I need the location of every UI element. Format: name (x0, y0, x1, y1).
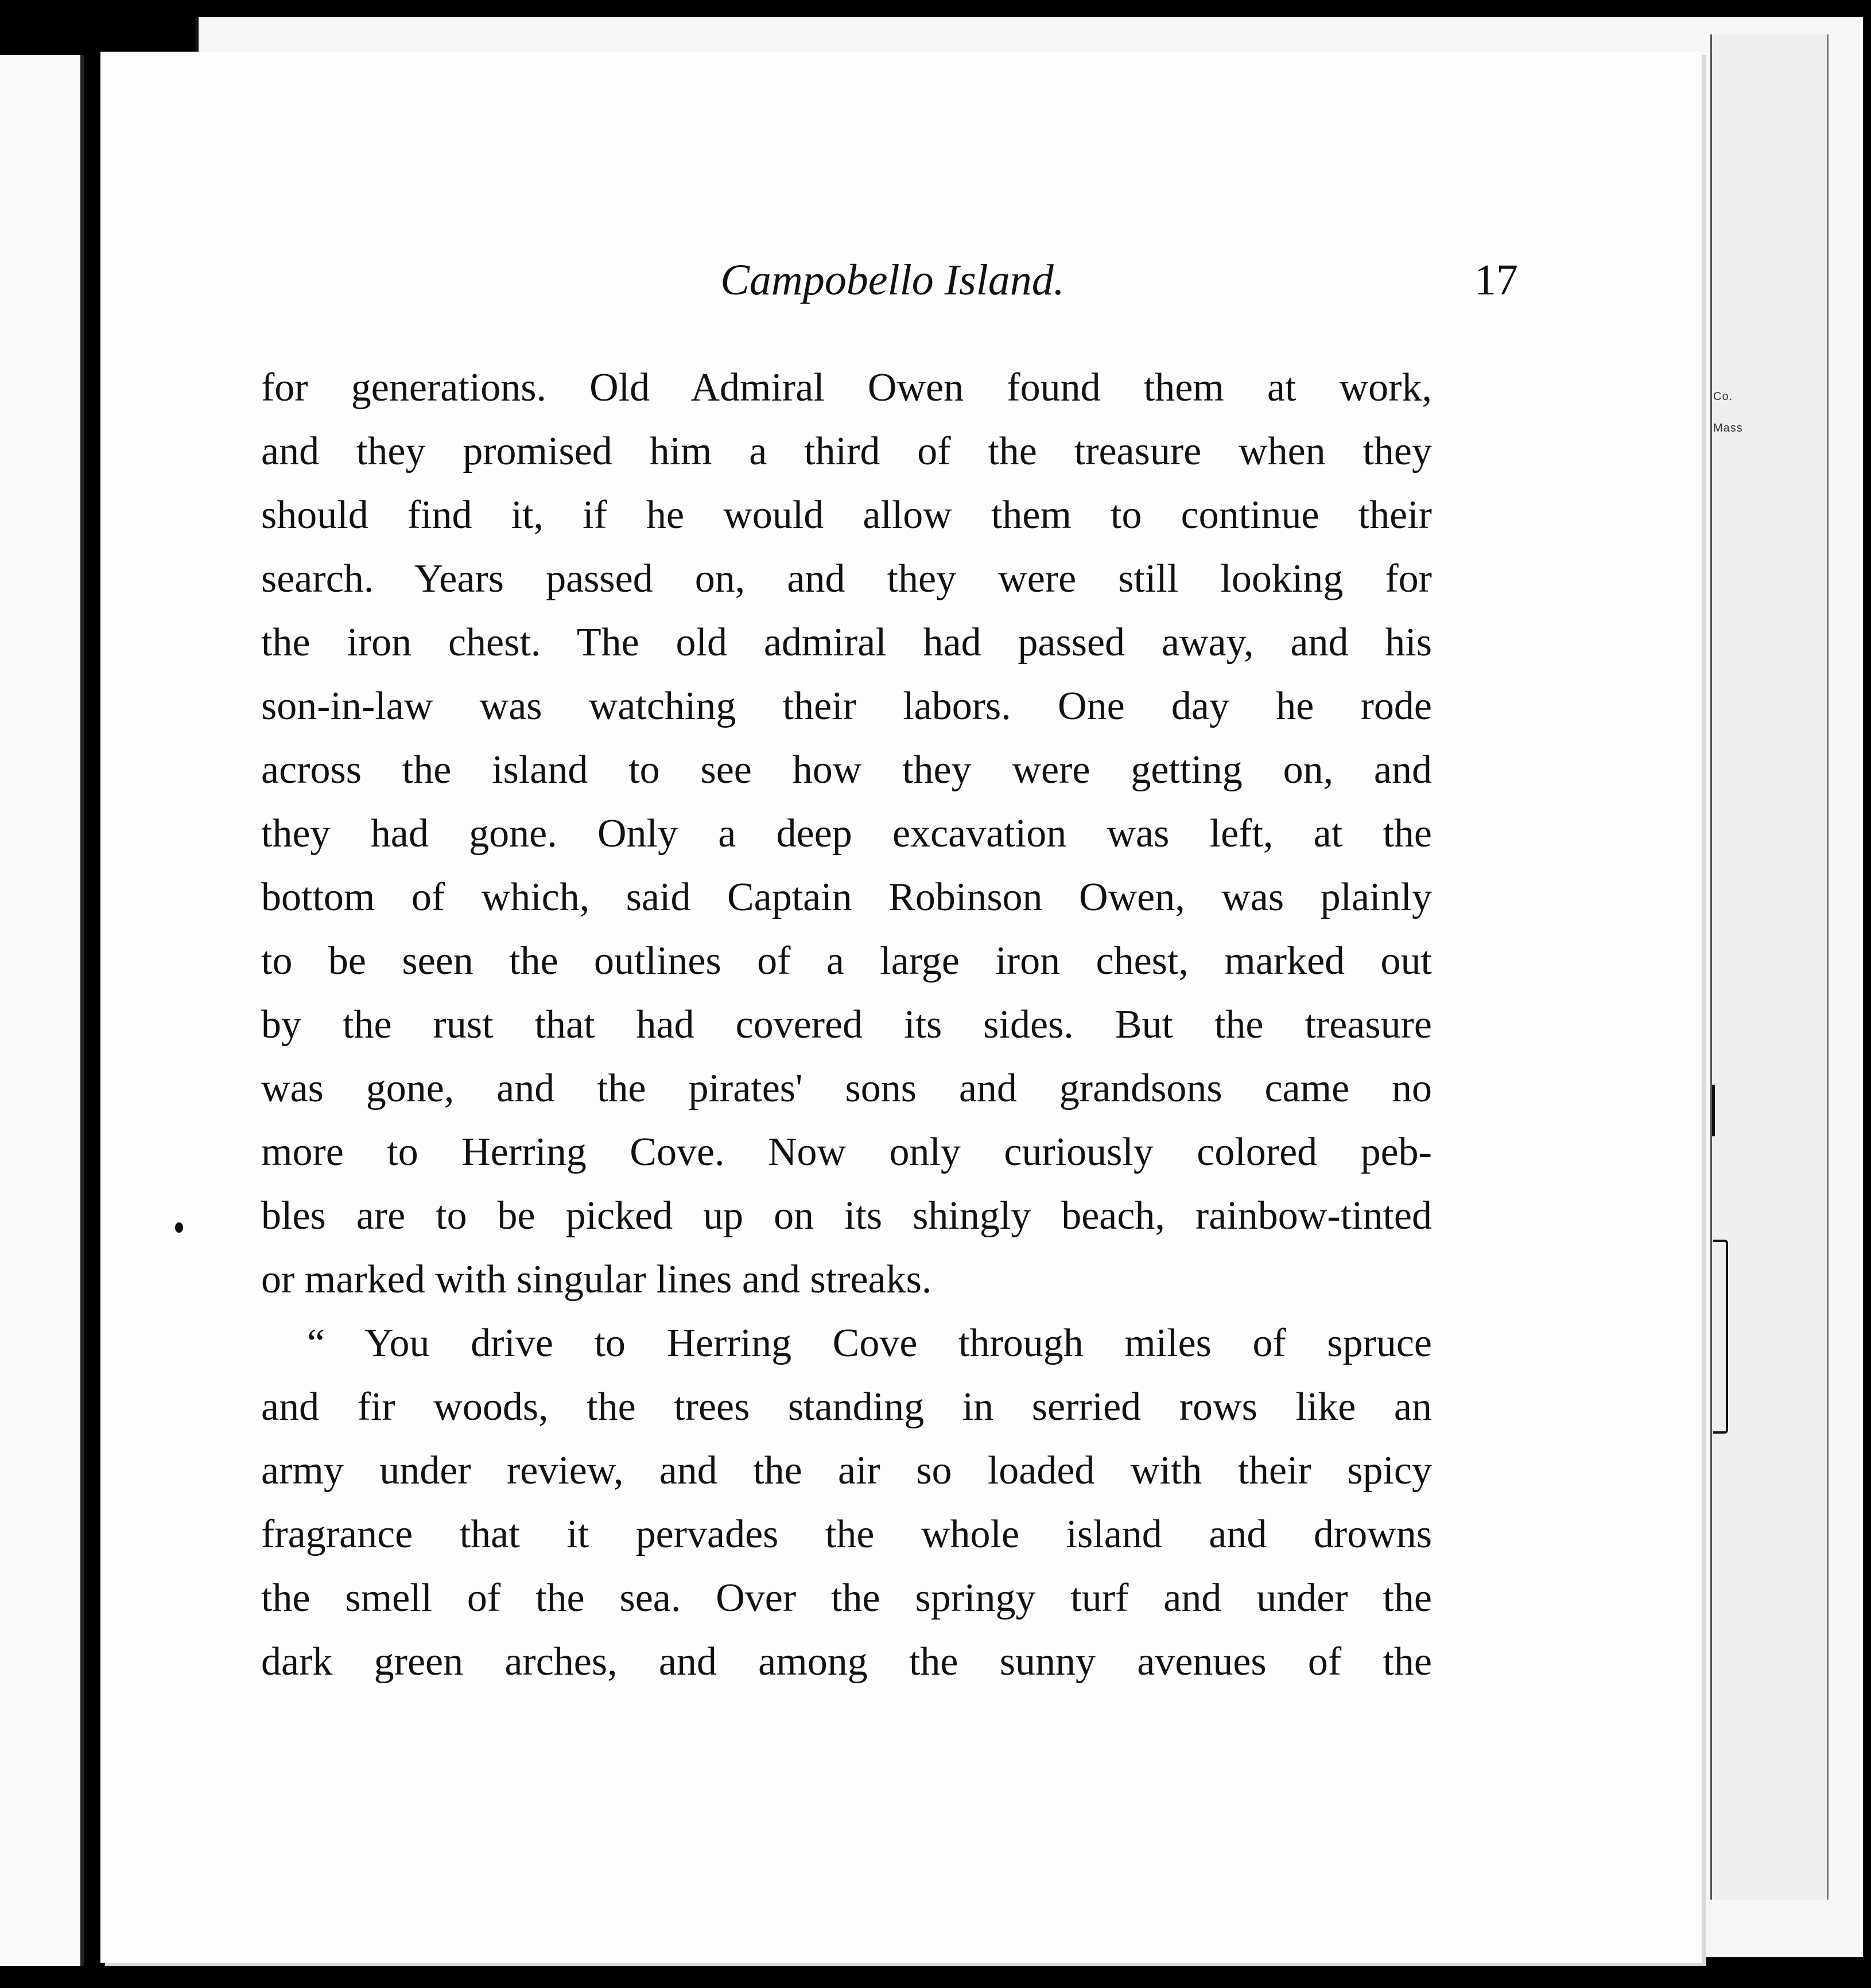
text-line: was gone, and the pirates' sons and grandsons came no (261, 1066, 1432, 1111)
text-line: by the rust that had covered its sides. But the treasure (261, 1003, 1432, 1047)
page-stack-edge (1710, 34, 1829, 1900)
edge-label-1: Co. (1713, 390, 1733, 403)
edge-label-2: Mass (1713, 422, 1743, 434)
left-facing-page-edge (0, 55, 84, 1966)
text-line: the iron chest. The old admiral had passed away, and his (261, 620, 1432, 665)
text-line: more to Herring Cove. Now only curiously colored peb- (261, 1130, 1432, 1174)
text-line: army under review, and the air so loaded with their spicy (261, 1449, 1432, 1493)
page-header (261, 255, 1524, 319)
edge-mark (1712, 1085, 1715, 1136)
text-line: bottom of which, said Captain Robinson Owen, was plainly (261, 875, 1432, 919)
text-line: across the island to see how they were getting on, and (261, 748, 1432, 792)
text-line: and they promised him a third of the treasure when they (261, 429, 1432, 473)
text-line: “ You drive to Herring Cove through miles of spruce (307, 1321, 1432, 1365)
running-title: Campobello Island. (720, 256, 1065, 304)
text-line: for generations. Old Admiral Owen found them at work, (261, 366, 1432, 410)
book-page (100, 52, 1702, 1963)
ink-speck (175, 1222, 183, 1233)
text-line: and fir woods, the trees standing in serried rows like an (261, 1385, 1432, 1429)
text-line: the smell of the sea. Over the springy turf and under the (261, 1576, 1432, 1620)
text-line: son-in-law was watching their labors. One day he rode (261, 684, 1432, 728)
text-line: fragrance that it pervades the whole island and drowns (261, 1512, 1432, 1556)
text-line: dark green arches, and among the sunny avenues of the (261, 1640, 1432, 1684)
text-line: search. Years passed on, and they were still looking for (261, 557, 1432, 601)
body-text (261, 356, 1432, 1694)
text-line: should find it, if he would allow them to continue their (261, 493, 1432, 537)
text-line: they had gone. Only a deep excavation was left, at the (261, 811, 1432, 856)
text-line: to be seen the outlines of a large iron chest, marked out (261, 939, 1432, 983)
text-line: bles are to be picked up on its shingly beach, rainbow-tinted (261, 1194, 1432, 1238)
page-number: 17 (1474, 256, 1518, 304)
text-line: or marked with singular lines and streaks. (261, 1257, 932, 1302)
edge-clip (1713, 1240, 1728, 1434)
